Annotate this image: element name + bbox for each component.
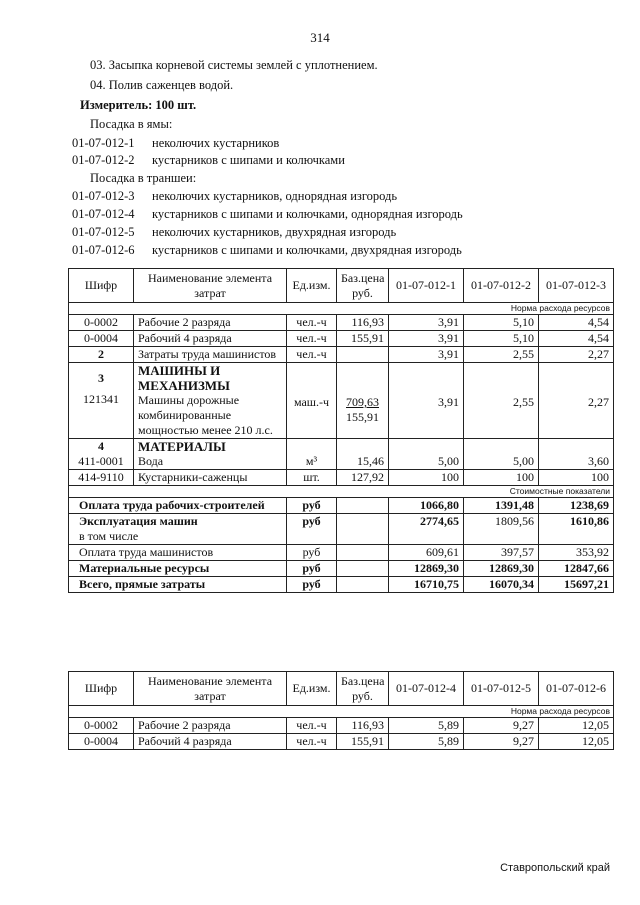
summary-value: 1809,56: [464, 514, 539, 545]
summary-empty: [337, 561, 389, 577]
cell-code: 414-9110: [69, 470, 134, 486]
header-name: Наименование элемента затрат: [134, 672, 287, 706]
cell-value: 5,10: [464, 331, 539, 347]
summary-value: 353,92: [539, 545, 614, 561]
cell-value: 5,89: [389, 734, 464, 750]
cell-price: 116,93: [337, 718, 389, 734]
header-col-1: 01-07-012-1: [389, 269, 464, 303]
summary-empty: [337, 577, 389, 593]
header-unit: Ед.изм.: [287, 672, 337, 706]
resource-name: Вода: [138, 454, 164, 468]
price-top: 709,63: [346, 395, 379, 409]
price-text: 15,46: [357, 454, 384, 468]
cell-unit: [287, 363, 337, 439]
summary-unit: руб: [287, 545, 337, 561]
summary-value: 1238,69: [539, 498, 614, 514]
cell-code: 2: [69, 347, 134, 363]
summary-empty: [337, 545, 389, 561]
cell-name: [134, 439, 287, 470]
summary-value: 16070,34: [464, 577, 539, 593]
cell-name: Рабочие 2 разряда: [134, 315, 287, 331]
cell-name: Рабочие 2 разряда: [134, 718, 287, 734]
summary-label: Материальные ресурсы: [69, 561, 287, 577]
item-1: 01-07-012-1 неколючих кустарников: [72, 136, 280, 150]
page-number: 314: [310, 30, 330, 45]
cell-name: Рабочий 4 разряда: [134, 734, 287, 750]
cell-value: 100: [389, 470, 464, 486]
summary-value: 397,57: [464, 545, 539, 561]
norm-label-row: [69, 303, 614, 315]
summary-empty: [337, 498, 389, 514]
cell-value: 9,27: [464, 718, 539, 734]
norm-label-row: [69, 706, 614, 718]
cell-price: [337, 363, 389, 439]
cell-value: [539, 439, 614, 470]
cell-price: [337, 439, 389, 470]
value-text: 5,00: [513, 454, 534, 468]
summary-value: 15697,21: [539, 577, 614, 593]
summary-value: 16710,75: [389, 577, 464, 593]
cell-value: 12,05: [539, 718, 614, 734]
norm-label: Норма расхода ресурсов: [69, 706, 614, 718]
unit-text: м³: [305, 454, 318, 468]
summary-value: 12869,30: [389, 561, 464, 577]
cell-value: 100: [539, 470, 614, 486]
cell-value: 2,55: [464, 347, 539, 363]
summary-label: Всего, прямые затраты: [69, 577, 287, 593]
cell-price: [337, 347, 389, 363]
cell-value: 4,54: [539, 315, 614, 331]
summary-label: Оплата труда рабочих-строителей: [69, 498, 287, 514]
summary-label: [69, 514, 287, 545]
cost-label: Стоимостные показатели: [69, 486, 614, 498]
step-4: 04. Полив саженцев водой.: [90, 78, 234, 92]
section-title: МАТЕРИАЛЫ: [138, 439, 226, 454]
summary-row: [69, 514, 614, 545]
cell-value: 12,05: [539, 734, 614, 750]
item-6: 01-07-012-6 кустарников с шипами и колючками, двухрядная изгородь: [72, 243, 462, 257]
cell-value: [464, 363, 539, 439]
section-title: МАШИНЫ И МЕХАНИЗМЫ: [138, 363, 230, 393]
cell-value: 5,89: [389, 718, 464, 734]
cell-code: 0-0002: [69, 315, 134, 331]
header-price: Баз.цена руб.: [337, 672, 389, 706]
value-text: 3,91: [438, 395, 459, 409]
cell-unit: чел.-ч: [287, 718, 337, 734]
cell-unit: шт.: [287, 470, 337, 486]
summary-value: 1066,80: [389, 498, 464, 514]
value-text: 2,55: [513, 395, 534, 409]
cell-name: Кустарники-саженцы: [134, 470, 287, 486]
cell-value: 100: [464, 470, 539, 486]
cell-value: [389, 439, 464, 470]
resource-code: 121341: [83, 392, 119, 406]
summary-sublabel: в том числе: [79, 529, 139, 543]
header-col-6: 01-07-012-6: [539, 672, 614, 706]
header-name: Наименование элемента затрат: [134, 269, 287, 303]
summary-unit: руб: [287, 561, 337, 577]
cell-unit: [287, 439, 337, 470]
table-row: [69, 734, 614, 750]
cell-unit: чел.-ч: [287, 734, 337, 750]
header-row: [69, 672, 614, 706]
summary-unit: руб: [287, 577, 337, 593]
cell-price: 127,92: [337, 470, 389, 486]
cell-value: [389, 363, 464, 439]
cell-price: 116,93: [337, 315, 389, 331]
table-row-materials: [69, 439, 614, 470]
cell-unit: чел.-ч: [287, 315, 337, 331]
cell-value: [464, 439, 539, 470]
item-2: 01-07-012-2 кустарников с шипами и колючками: [72, 153, 345, 167]
cell-value: 3,91: [389, 347, 464, 363]
summary-label-text: Эксплуатация машин: [79, 514, 198, 528]
cell-price: 155,91: [337, 734, 389, 750]
resource-table-1: [68, 268, 614, 593]
summary-value: 12869,30: [464, 561, 539, 577]
meter: Измеритель: 100 шт.: [80, 98, 197, 112]
table-row: [69, 347, 614, 363]
cell-value: 2,27: [539, 347, 614, 363]
cell-value: 3,91: [389, 315, 464, 331]
norm-label: Норма расхода ресурсов: [69, 303, 614, 315]
item-3: 01-07-012-3 неколючих кустарников, однорядная изгородь: [72, 189, 398, 203]
cell-name: Затраты труда машинистов: [134, 347, 287, 363]
summary-row: [69, 577, 614, 593]
unit-text: маш.-ч: [293, 395, 330, 409]
header-col-4: 01-07-012-4: [389, 672, 464, 706]
table-row-machines: [69, 363, 614, 439]
section-code: 4: [98, 439, 104, 453]
cell-value: 5,10: [464, 315, 539, 331]
summary-empty: [337, 514, 389, 545]
header-row: [69, 269, 614, 303]
summary-value: 609,61: [389, 545, 464, 561]
cell-code: [69, 439, 134, 470]
group1-title: Посадка в ямы:: [90, 117, 173, 131]
table-row: [69, 718, 614, 734]
value-text: 3,60: [588, 454, 609, 468]
section-code: 3: [98, 371, 104, 385]
resource-code: 411-0001: [78, 454, 124, 468]
header-col-3: 01-07-012-3: [539, 269, 614, 303]
header-col-2: 01-07-012-2: [464, 269, 539, 303]
summary-value: 12847,66: [539, 561, 614, 577]
header-unit: Ед.изм.: [287, 269, 337, 303]
summary-label: Оплата труда машинистов: [69, 545, 287, 561]
summary-row: [69, 561, 614, 577]
cell-value: 3,91: [389, 331, 464, 347]
header-col-5: 01-07-012-5: [464, 672, 539, 706]
header-code: Шифр: [69, 269, 134, 303]
resource-name: Машины дорожные комбинированные мощностью менее 210 л.с.: [138, 393, 273, 437]
group2-title: Посадка в траншеи:: [90, 171, 197, 185]
table-row: [69, 315, 614, 331]
step-3: 03. Засыпка корневой системы землей с уплотнением.: [90, 58, 378, 72]
cell-name: Рабочий 4 разряда: [134, 331, 287, 347]
price-bottom: 155,91: [346, 410, 379, 424]
header-price: Баз.цена руб.: [337, 269, 389, 303]
summary-value: 1610,86: [539, 514, 614, 545]
cell-code: 0-0004: [69, 734, 134, 750]
cell-value: 4,54: [539, 331, 614, 347]
cell-price: 155,91: [337, 331, 389, 347]
cell-unit: чел.-ч: [287, 331, 337, 347]
summary-value: 2774,65: [389, 514, 464, 545]
cell-value: 9,27: [464, 734, 539, 750]
value-text: 2,27: [588, 395, 609, 409]
cell-value: [539, 363, 614, 439]
value-text: 5,00: [438, 454, 459, 468]
summary-row: [69, 545, 614, 561]
header-code: Шифр: [69, 672, 134, 706]
item-4: 01-07-012-4 кустарников с шипами и колючками, однорядная изгородь: [72, 207, 463, 221]
cell-name: [134, 363, 287, 439]
summary-unit: руб: [287, 498, 337, 514]
cell-unit: чел.-ч: [287, 347, 337, 363]
cell-code: [69, 363, 134, 439]
table-row: [69, 331, 614, 347]
region-footer: Ставропольский край: [500, 862, 610, 874]
cost-label-row: [69, 486, 614, 498]
table-row: [69, 470, 614, 486]
item-5: 01-07-012-5 неколючих кустарников, двухрядная изгородь: [72, 225, 397, 239]
summary-row: [69, 498, 614, 514]
summary-unit: руб: [287, 514, 337, 545]
resource-table-2: [68, 671, 614, 750]
cell-code: 0-0004: [69, 331, 134, 347]
summary-value: 1391,48: [464, 498, 539, 514]
cell-code: 0-0002: [69, 718, 134, 734]
